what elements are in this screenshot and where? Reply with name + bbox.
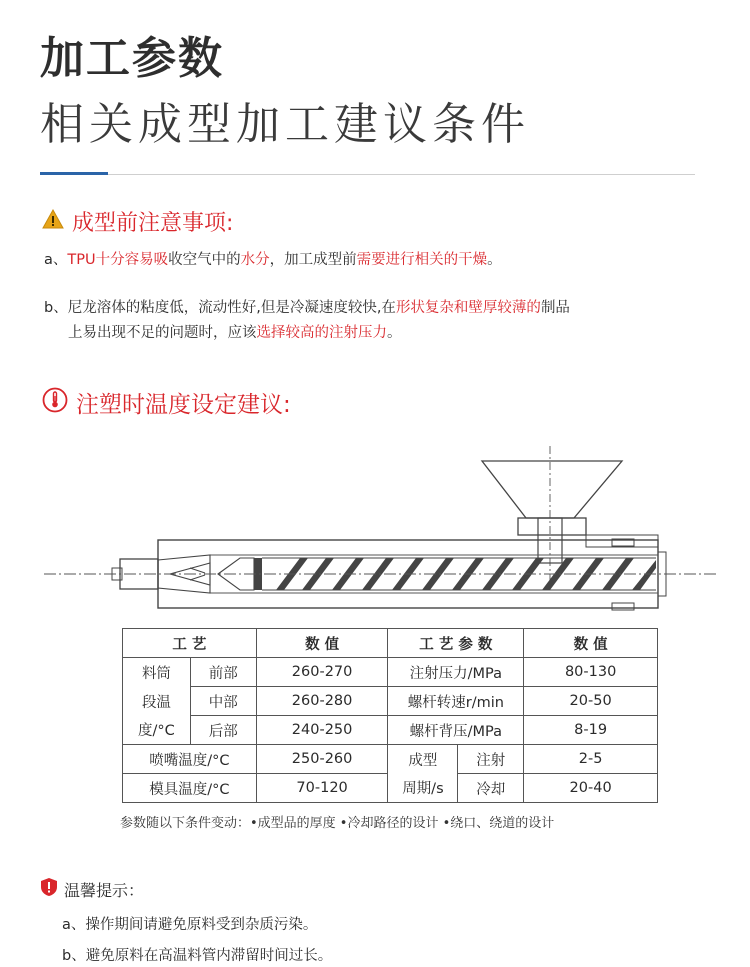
table-cell: 8-19 bbox=[524, 716, 658, 745]
tips-heading-text: 温馨提示： bbox=[64, 880, 145, 900]
table-cell: 注射 bbox=[458, 745, 524, 774]
highlight-text: 形状复杂和壁厚较薄的 bbox=[395, 300, 541, 316]
body-text: 尼龙溶体的粘度低，流动性好,但是冷凝速度较快,在 bbox=[67, 300, 396, 316]
shield-icon bbox=[40, 877, 58, 901]
divider-accent bbox=[40, 172, 108, 175]
page-subtitle: 相关成型加工建议条件 bbox=[40, 99, 530, 150]
body-text: ，加工成型前 bbox=[269, 252, 357, 268]
table-cell: 模具温度/°C bbox=[123, 774, 257, 803]
body-text: 收空气中的 bbox=[168, 252, 241, 268]
tip-item-b: b、避免原料在高温料管内滞留时间过长。 bbox=[62, 948, 333, 964]
table-cell: 80-130 bbox=[524, 658, 658, 687]
table-header-row bbox=[123, 629, 658, 658]
table-cell: 冷却 bbox=[458, 774, 524, 803]
table-cell: 260-280 bbox=[256, 687, 388, 716]
table-cell: 前部 bbox=[190, 658, 256, 687]
table-cell: 260-270 bbox=[256, 658, 388, 687]
table-cell: 料筒 bbox=[123, 658, 191, 687]
table-cell: 后部 bbox=[190, 716, 256, 745]
table-row bbox=[123, 774, 658, 803]
highlight-text: 需要进行相关的干燥 bbox=[356, 252, 488, 268]
table-cell: 周期/s bbox=[388, 774, 458, 803]
highlight-text: TPU十分容易吸 bbox=[67, 252, 169, 268]
temperature-heading bbox=[42, 386, 291, 419]
table-cell: 中部 bbox=[190, 687, 256, 716]
table-cell: 20-50 bbox=[524, 687, 658, 716]
table-row bbox=[123, 745, 658, 774]
table-row bbox=[123, 658, 658, 687]
table-cell: 成型 bbox=[388, 745, 458, 774]
table-cell: 螺杆背压/MPa bbox=[388, 716, 524, 745]
thermometer-icon bbox=[42, 387, 68, 419]
parameter-table bbox=[122, 628, 658, 803]
body-text: 制品 bbox=[540, 300, 570, 316]
precaution-item-b bbox=[44, 296, 724, 346]
table-cell: 20-40 bbox=[524, 774, 658, 803]
precautions-heading-text: 成型前注意事项: bbox=[72, 211, 234, 236]
table-cell: 度/°C bbox=[123, 716, 191, 745]
table-header-cell: 数 值 bbox=[256, 629, 388, 658]
body-text: 。 bbox=[487, 252, 502, 268]
table-cell: 250-260 bbox=[256, 745, 388, 774]
divider bbox=[40, 174, 695, 175]
table-header-cell: 工 艺 参 数 bbox=[388, 629, 524, 658]
table-cell: 240-250 bbox=[256, 716, 388, 745]
screw-diagram bbox=[40, 440, 720, 620]
table-header-cell: 数 值 bbox=[524, 629, 658, 658]
body-text: 。 bbox=[387, 325, 402, 341]
precaution-item-a bbox=[44, 248, 502, 273]
page-title: 加工参数 bbox=[40, 33, 224, 84]
tip-item-a: a、操作期间请避免原料受到杂质污染。 bbox=[62, 917, 318, 933]
item-prefix: b、 bbox=[44, 300, 68, 316]
precautions-heading bbox=[42, 206, 233, 237]
table-footnote: 参数随以下条件变动：•成型品的厚度 •冷却路径的设计 •绕口、绕道的设计 bbox=[120, 816, 555, 831]
tips-heading bbox=[40, 877, 144, 901]
table-cell: 段温 bbox=[123, 687, 191, 716]
body-text: 上易出现不足的问题时，应该 bbox=[68, 325, 257, 341]
table-row bbox=[123, 716, 658, 745]
table-cell: 2-5 bbox=[524, 745, 658, 774]
table-cell: 螺杆转速r/min bbox=[388, 687, 524, 716]
table-row bbox=[123, 687, 658, 716]
highlight-text: 选择较高的注射压力 bbox=[256, 325, 387, 341]
item-prefix: a、 bbox=[44, 252, 68, 268]
highlight-text: 水分 bbox=[240, 252, 270, 268]
table-header-cell: 工 艺 bbox=[123, 629, 257, 658]
temperature-heading-text: 注塑时温度设定建议: bbox=[76, 392, 291, 418]
table-cell: 注射压力/MPa bbox=[388, 658, 524, 687]
table-cell: 70-120 bbox=[256, 774, 388, 803]
table-cell: 喷嘴温度/°C bbox=[123, 745, 257, 774]
warning-icon bbox=[42, 209, 64, 235]
